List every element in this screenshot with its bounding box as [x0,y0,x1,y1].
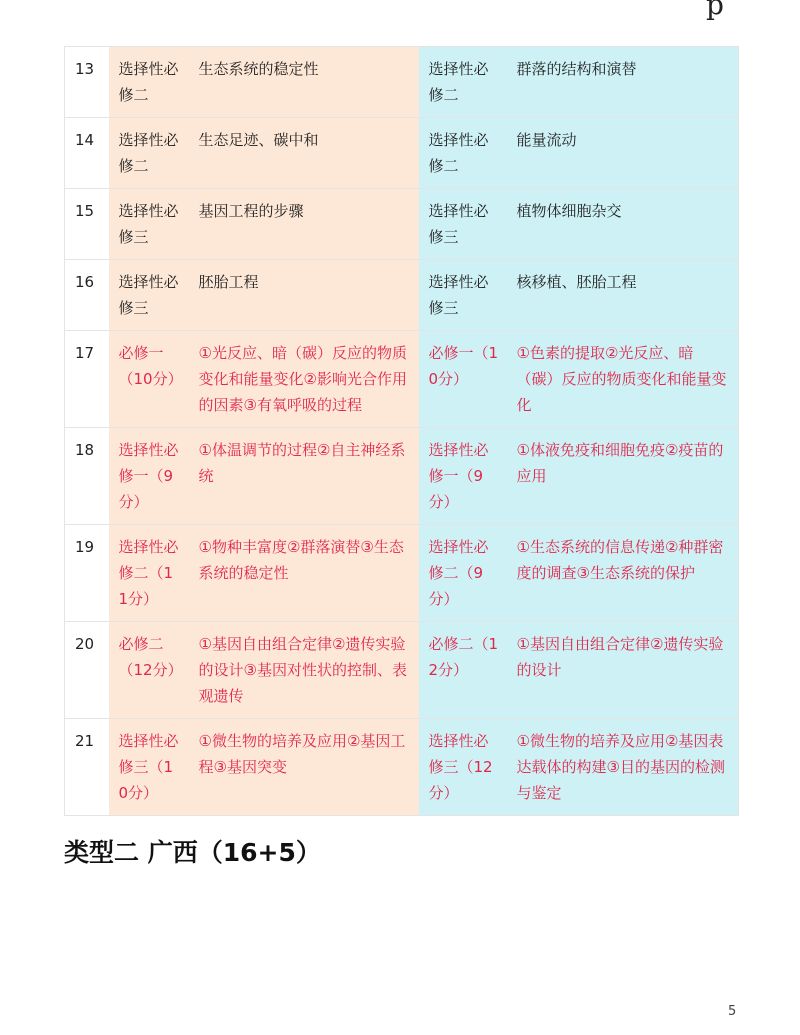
paper-a-topic-cell: ①物种丰富度②群落演替③生态系统的稳定性 [189,525,419,622]
table-row [65,189,739,260]
table-row [65,47,739,118]
table-row [65,622,739,719]
table-row [65,428,739,525]
paper-b-topic-cell: ①生态系统的信息传递②种群密度的调查③生态系统的保护 [507,525,739,622]
question-number-cell: 19 [65,525,109,622]
section-heading: 类型二 广西（16+5） [64,838,321,867]
paper-b-module-cell: 选择性必修一（9分） [419,428,507,525]
paper-b-module-cell: 选择性必修三 [419,189,507,260]
paper-b-module-cell: 选择性必修三 [419,260,507,331]
paper-a-module-cell: 选择性必修三 [109,260,189,331]
paper-a-module-cell: 选择性必修一（9分） [109,428,189,525]
paper-a-topic-cell: 基因工程的步骤 [189,189,419,260]
paper-b-topic-cell: ①体液免疫和细胞免疫②疫苗的应用 [507,428,739,525]
paper-a-topic-cell: ①基因自由组合定律②遗传实验的设计③基因对性状的控制、表观遗传 [189,622,419,719]
paper-a-module-cell: 选择性必修二 [109,118,189,189]
question-number-cell: 13 [65,47,109,118]
paper-a-topic-cell: 生态足迹、碳中和 [189,118,419,189]
paper-b-module-cell: 必修二（12分） [419,622,507,719]
question-number-cell: 14 [65,118,109,189]
table-row [65,118,739,189]
paper-b-topic-cell: 能量流动 [507,118,739,189]
page-number: 5 [728,1004,737,1019]
paper-a-module-cell: 必修一（10分） [109,331,189,428]
paper-b-topic-cell: 核移植、胚胎工程 [507,260,739,331]
top-edge-text: p [706,0,724,21]
paper-a-topic-cell: ①体温调节的过程②自主神经系统 [189,428,419,525]
paper-b-module-cell: 选择性必修二（9分） [419,525,507,622]
paper-b-module-cell: 选择性必修二 [419,47,507,118]
paper-a-module-cell: 选择性必修二 [109,47,189,118]
paper-a-topic-cell: 生态系统的稳定性 [189,47,419,118]
table-row [65,525,739,622]
paper-a-topic-cell: ①微生物的培养及应用②基因工程③基因突变 [189,719,419,816]
question-number-cell: 21 [65,719,109,816]
paper-a-module-cell: 选择性必修二（11分） [109,525,189,622]
question-number-cell: 17 [65,331,109,428]
table-row [65,719,739,816]
table-body [65,47,739,816]
paper-a-module-cell: 选择性必修三 [109,189,189,260]
paper-b-topic-cell: ①微生物的培养及应用②基因表达载体的构建③目的基因的检测与鉴定 [507,719,739,816]
paper-a-module-cell: 必修二（12分） [109,622,189,719]
table-row [65,260,739,331]
paper-b-topic-cell: ①基因自由组合定律②遗传实验的设计 [507,622,739,719]
paper-b-module-cell: 必修一（10分） [419,331,507,428]
paper-b-module-cell: 选择性必修三（12分） [419,719,507,816]
paper-b-module-cell: 选择性必修二 [419,118,507,189]
paper-b-topic-cell: 群落的结构和演替 [507,47,739,118]
exam-topic-table [64,46,739,816]
paper-b-topic-cell: 植物体细胞杂交 [507,189,739,260]
paper-a-topic-cell: ①光反应、暗（碳）反应的物质变化和能量变化②影响光合作用的因素③有氧呼吸的过程 [189,331,419,428]
question-number-cell: 18 [65,428,109,525]
paper-b-topic-cell: ①色素的提取②光反应、暗（碳）反应的物质变化和能量变化 [507,331,739,428]
paper-a-topic-cell: 胚胎工程 [189,260,419,331]
paper-a-module-cell: 选择性必修三（10分） [109,719,189,816]
table-row [65,331,739,428]
question-number-cell: 15 [65,189,109,260]
question-number-cell: 16 [65,260,109,331]
question-number-cell: 20 [65,622,109,719]
